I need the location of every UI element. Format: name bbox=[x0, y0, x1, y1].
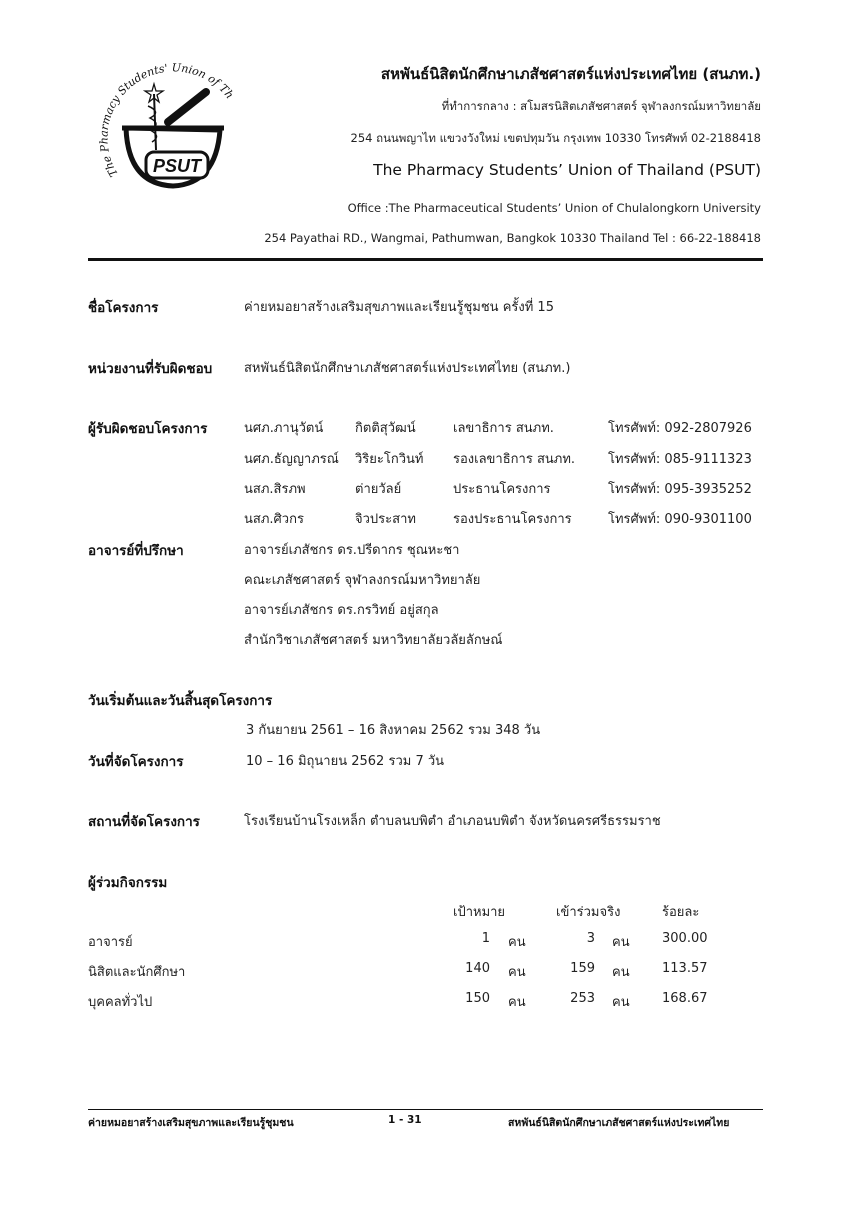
col-actual-header: เข้าร่วมจริง bbox=[556, 905, 621, 920]
resp-role: รองเลขาธิการ สนภท. bbox=[453, 452, 576, 467]
project-name-value: ค่ายหมอยาสร้างเสริมสุขภาพและเรียนรู้ชุมชน ครั้งที่ 15 bbox=[244, 300, 554, 315]
header-title-en: The Pharmacy Students’ Union of Thailand (PSUT) bbox=[373, 161, 761, 179]
logo-ring-text: The Pharmacy Students' Union of Th bbox=[97, 61, 237, 180]
footer-rule bbox=[88, 1109, 763, 1110]
resp-last-name: จิวประสาท bbox=[355, 512, 416, 527]
participant-group: นิสิตและนักศึกษา bbox=[88, 965, 186, 980]
header-office-th: ที่ทำการกลาง : สโมสรนิสิตเภสัชศาสตร์ จุฬาลงกรณ์มหาวิทยาลัย bbox=[441, 99, 761, 113]
advisor-label: อาจารย์ที่ปรึกษา bbox=[88, 543, 184, 559]
unit-label: หน่วยงานที่รับผิดชอบ bbox=[88, 361, 213, 377]
resp-role: ประธานโครงการ bbox=[453, 482, 551, 497]
resp-last-name: วิริยะโกวินท์ bbox=[355, 452, 424, 467]
participant-percent: 113.57 bbox=[662, 961, 708, 976]
participant-group: อาจารย์ bbox=[88, 935, 133, 950]
resp-role: เลขาธิการ สนภท. bbox=[453, 421, 554, 436]
participant-actual: 3 bbox=[586, 931, 595, 946]
participant-target-unit: คน bbox=[508, 995, 526, 1010]
resp-last-name: กิตติสุวัฒน์ bbox=[355, 421, 416, 436]
participant-group: บุคคลทั่วไป bbox=[88, 995, 153, 1010]
logo-text: PSUT bbox=[152, 156, 202, 176]
footer-right: สหพันธ์นิสิตนักศึกษาเภสัชศาสตร์แห่งประเทศไทย bbox=[508, 1117, 730, 1129]
participant-target: 140 bbox=[465, 961, 490, 976]
resp-first-name: นศภ.ภานุวัตน์ bbox=[244, 421, 324, 436]
resp-first-name: นสภ.สิรภพ bbox=[244, 482, 306, 497]
resp-last-name: ต่ายวัลย์ bbox=[355, 482, 402, 497]
participant-actual: 253 bbox=[570, 991, 595, 1006]
event-date-value: 10 – 16 มิถุนายน 2562 รวม 7 วัน bbox=[246, 754, 445, 769]
header-office-en: Office :The Pharmaceutical Students’ Union of Chulalongkorn University bbox=[347, 201, 761, 215]
header-address-th: 254 ถนนพญาไท แขวงวังใหม่ เขตปทุมวัน กรุงเทพ 10330 โทรศัพท์ 02-2188418 bbox=[350, 131, 761, 145]
psut-logo bbox=[88, 56, 248, 206]
advisor-line: อาจารย์เภสัชกร ดร.ปรีดากร ชุณหะชา bbox=[244, 543, 460, 558]
advisor-line: คณะเภสัชศาสตร์ จุฬาลงกรณ์มหาวิทยาลัย bbox=[244, 573, 481, 588]
venue-value: โรงเรียนบ้านโรงเหล็ก ตำบลนบพิตำ อำเภอนบพิตำ จังหวัดนครศรีธรรมราช bbox=[244, 814, 661, 829]
participants-label: ผู้ร่วมกิจกรรม bbox=[88, 875, 168, 891]
participant-actual: 159 bbox=[570, 961, 595, 976]
participant-actual-unit: คน bbox=[612, 935, 630, 950]
header-title-th: สหพันธ์นิสิตนักศึกษาเภสัชศาสตร์แห่งประเทศไทย (สนภท.) bbox=[380, 65, 761, 83]
period-value: 3 กันยายน 2561 – 16 สิงหาคม 2562 รวม 348 วัน bbox=[246, 723, 541, 738]
project-name-label: ชื่อโครงการ bbox=[88, 300, 159, 316]
event-date-label: วันที่จัดโครงการ bbox=[88, 754, 184, 770]
resp-phone: โทรศัพท์: 090-9301100 bbox=[608, 512, 752, 527]
footer-left: ค่ายหมอยาสร้างเสริมสุขภาพและเรียนรู้ชุมชน bbox=[88, 1117, 294, 1129]
participant-target-unit: คน bbox=[508, 965, 526, 980]
col-percent-header: ร้อยละ bbox=[662, 905, 700, 920]
participant-target: 150 bbox=[465, 991, 490, 1006]
participant-percent: 168.67 bbox=[662, 991, 708, 1006]
resp-phone: โทรศัพท์: 095-3935252 bbox=[608, 482, 752, 497]
participant-target-unit: คน bbox=[508, 935, 526, 950]
participant-actual-unit: คน bbox=[612, 995, 630, 1010]
participant-percent: 300.00 bbox=[662, 931, 708, 946]
unit-value: สหพันธ์นิสิตนักศึกษาเภสัชศาสตร์แห่งประเทศไทย (สนภท.) bbox=[244, 361, 571, 376]
footer-page-number: 1 - 31 bbox=[388, 1114, 422, 1126]
period-label: วันเริ่มต้นและวันสิ้นสุดโครงการ bbox=[88, 693, 273, 709]
resp-role: รองประธานโครงการ bbox=[453, 512, 572, 527]
col-target-header: เป้าหมาย bbox=[453, 905, 506, 920]
resp-first-name: นสภ.ศิวกร bbox=[244, 512, 304, 527]
participant-actual-unit: คน bbox=[612, 965, 630, 980]
header-rule bbox=[88, 258, 763, 261]
advisor-line: อาจารย์เภสัชกร ดร.กรวิทย์ อยู่สกุล bbox=[244, 603, 439, 618]
advisor-line: สำนักวิชาเภสัชศาสตร์ มหาวิทยาลัยวลัยลักษณ์ bbox=[244, 633, 503, 648]
venue-label: สถานที่จัดโครงการ bbox=[88, 814, 200, 830]
resp-first-name: นศภ.ธัญญาภรณ์ bbox=[244, 452, 339, 467]
participant-target: 1 bbox=[481, 931, 490, 946]
responsible-label: ผู้รับผิดชอบโครงการ bbox=[88, 421, 208, 437]
resp-phone: โทรศัพท์: 085-9111323 bbox=[608, 452, 752, 467]
header-address-en: 254 Payathai RD., Wangmai, Pathumwan, Bangkok 10330 Thailand Tel : 66-22-188418 bbox=[264, 231, 761, 245]
resp-phone: โทรศัพท์: 092-2807926 bbox=[608, 421, 752, 436]
